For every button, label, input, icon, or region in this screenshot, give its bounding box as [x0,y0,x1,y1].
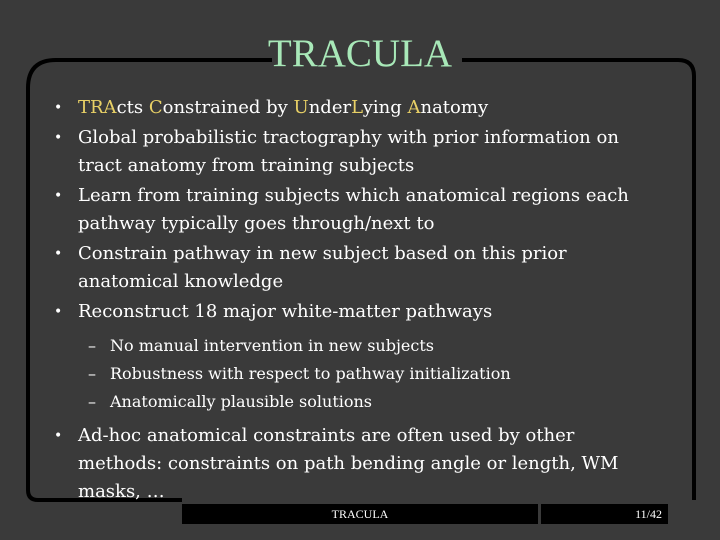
sub-bullet-list [54,332,664,416]
acronym-letter: U [293,97,309,118]
sub-bullet-text: No manual intervention in new subjects [110,336,434,355]
bullet-item [54,94,664,122]
acronym-letter: C [148,97,163,118]
bullet-item [54,298,664,326]
bullet-text: nder [308,97,352,118]
acronym-letter: A [407,97,421,118]
sub-bullet-item [54,388,664,416]
bullet-text: Reconstruct 18 major white-matter pathways [78,301,493,322]
sub-bullet-dash: – [88,336,96,355]
footer-title: TRACULA [182,504,538,524]
bullet-text: Global probabilistic tractography with prior information on tract anatomy from training subjects [78,127,619,176]
bullet-dot: • [54,188,63,204]
acronym-letters: TRA [78,97,117,118]
bullet-dot: • [54,100,63,116]
bullet-text: Constrain pathway in new subject based on this prior anatomical knowledge [78,243,567,292]
bullet-dot: • [54,130,63,146]
bullet-item [54,422,664,506]
bullet-dot: • [54,428,63,444]
sub-bullet-dash: – [88,364,96,383]
slide-title: TRACULA [267,32,453,75]
bullet-item [54,182,664,238]
bullet-dot: • [54,304,63,320]
bullet-text: Ad-hoc anatomical constraints are often used by other methods: constraints on path bending angle or length, WM masks, … [78,425,619,502]
sub-bullet-text: Anatomically plausible solutions [110,392,373,411]
bullet-text: natomy [420,97,489,118]
bullet-dot: • [54,246,63,262]
bullet-text: ying [362,97,408,118]
page-number: 11/42 [541,504,668,524]
bullet-item [54,124,664,180]
acronym-letter: L [351,97,363,118]
slide-content [54,94,664,508]
bullet-text: onstrained by [162,97,294,118]
sub-bullet-item [54,332,664,360]
bullet-item [54,240,664,296]
sub-bullet-dash: – [88,392,96,411]
sub-bullet-item [54,360,664,388]
bullet-text: cts [116,97,149,118]
sub-bullet-text: Robustness with respect to pathway initialization [110,364,511,383]
bullet-text: Learn from training subjects which anatomical regions each pathway typically goes through/next to [78,185,629,234]
